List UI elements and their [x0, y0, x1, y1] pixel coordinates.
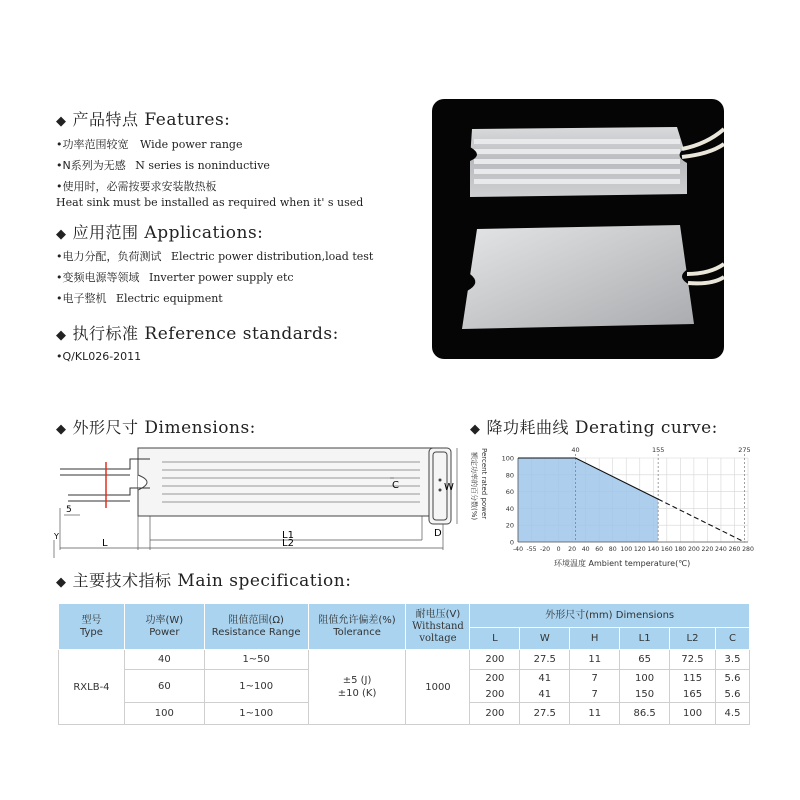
x-tick-label: 280 — [742, 546, 754, 553]
x-tick-label: 40 — [581, 546, 590, 553]
x-tick-label: -40 — [512, 546, 524, 553]
cell-dim: 11 — [570, 703, 620, 725]
feature-item-2 — [56, 157, 270, 173]
feature-item-1-zh: •功率范围较宽 — [56, 138, 129, 151]
cell-dim: 200 — [470, 670, 520, 687]
diamond-icon: ◆ — [56, 575, 67, 590]
spec-heading-en: Main specification: — [177, 571, 352, 591]
x-tick-label: -55 — [526, 546, 537, 553]
cell-dim: 5.6 — [715, 686, 749, 703]
cell-dim: 27.5 — [520, 650, 570, 670]
tolerance-k: ±10 (K) — [337, 688, 377, 699]
th-dim-l2: L2 — [670, 628, 716, 650]
top-mark-label: 40 — [571, 446, 580, 454]
th-resistance: 阻值范围(Ω) Resistance Range — [204, 604, 308, 650]
diamond-icon: ◆ — [56, 328, 67, 343]
diamond-icon: ◆ — [56, 227, 67, 242]
x-tick-label: 80 — [608, 546, 617, 553]
dim-c: C — [392, 480, 399, 491]
cell-dim: 65 — [620, 650, 670, 670]
series-line — [658, 499, 744, 542]
cell-dim: 7 — [570, 670, 620, 687]
feature-item-3-zh: •使用时，必需按要求安装散热板 — [56, 180, 217, 193]
applications-heading-zh: 应用范围 — [72, 223, 139, 242]
y-tick-label: 100 — [501, 454, 514, 463]
features-heading — [56, 107, 230, 130]
cell-tolerance — [308, 650, 406, 725]
x-tick-label: 100 — [620, 546, 633, 553]
flat-resistor — [462, 225, 724, 329]
cell-dim: 200 — [470, 686, 520, 703]
cell-dim: 100 — [620, 670, 670, 687]
cell-dim: 115 — [670, 670, 716, 687]
cell-power: 40 — [124, 650, 204, 670]
dimensions-heading — [56, 415, 256, 438]
th-dim-c: C — [715, 628, 749, 650]
x-tick-label: 60 — [595, 546, 604, 553]
table-row — [59, 650, 750, 670]
diamond-icon: ◆ — [56, 422, 67, 437]
cell-dim: 165 — [670, 686, 716, 703]
feature-item-2-zh: •N系列为无感 — [56, 159, 126, 172]
product-photo — [432, 99, 724, 359]
cell-power: 100 — [124, 703, 204, 725]
features-heading-zh: 产品特点 — [72, 110, 139, 129]
y-tick-label: 60 — [505, 488, 514, 497]
standards-heading — [56, 321, 339, 344]
cell-type: RXLB-4 — [59, 650, 125, 725]
y-tick-label: 20 — [505, 521, 514, 530]
cell-res: 1~100 — [204, 703, 308, 725]
y-tick-label: 0 — [509, 538, 514, 547]
th-dim-l: L — [470, 628, 520, 650]
x-tick-label: 200 — [687, 546, 700, 553]
dim-w: W — [444, 482, 454, 493]
th-tolerance: 阻值允许偏差(%) Tolerance — [308, 604, 406, 650]
cell-dim: 200 — [470, 703, 520, 725]
feature-note: Heat sink must be installed as required when it' s used — [56, 196, 364, 209]
spec-heading — [56, 568, 351, 591]
th-dim-l1: L1 — [620, 628, 670, 650]
derating-chart — [470, 440, 770, 570]
spec-table — [58, 603, 750, 725]
cell-power: 60 — [124, 670, 204, 703]
lead-wires — [60, 459, 150, 501]
th-type: 型号 Type — [59, 604, 125, 650]
applications-heading-en: Applications: — [144, 223, 264, 243]
top-mark-label: 275 — [738, 446, 751, 454]
derating-heading — [470, 415, 718, 438]
shaded-area — [518, 458, 658, 542]
th-power: 功率(W) Power — [124, 604, 204, 650]
cell-dim: 3.5 — [715, 650, 749, 670]
th-dim-w: W — [520, 628, 570, 650]
features-heading-en: Features: — [144, 110, 231, 130]
feature-item-1-en: Wide power range — [140, 138, 243, 151]
cell-res: 1~50 — [204, 650, 308, 670]
application-item-3-en: Electric equipment — [116, 292, 223, 305]
cell-voltage: 1000 — [406, 650, 470, 725]
standards-heading-en: Reference standards: — [144, 324, 339, 344]
ylabel-zh: 额定功率的百分数(%) — [470, 452, 478, 521]
diamond-icon: ◆ — [470, 422, 481, 437]
th-dimensions: 外形尺寸(mm) Dimensions — [470, 604, 750, 628]
x-tick-label: 140 — [647, 546, 660, 553]
cell-dim: 72.5 — [670, 650, 716, 670]
dimensions-heading-en: Dimensions: — [144, 418, 256, 438]
th-voltage: 耐电压(V) Withstand voltage — [406, 604, 470, 650]
cell-dim: 4.5 — [715, 703, 749, 725]
x-tick-label: 20 — [568, 546, 577, 553]
application-item-3-zh: •电子整机 — [56, 292, 107, 305]
application-item-1 — [56, 248, 373, 264]
x-tick-label: -20 — [540, 546, 551, 553]
xlabel: 环境温度 Ambient temperature(℃) — [554, 559, 691, 568]
x-tick-label: 160 — [660, 546, 673, 553]
cell-dim: 86.5 — [620, 703, 670, 725]
dimension-drawing — [50, 440, 470, 570]
cell-dim: 41 — [520, 686, 570, 703]
diamond-icon: ◆ — [56, 114, 67, 129]
x-tick-label: 240 — [715, 546, 727, 553]
cell-dim: 5.6 — [715, 670, 749, 687]
dim-l1: L1 — [282, 530, 294, 541]
y-tick-label: 80 — [505, 471, 514, 480]
tolerance-j: ±5 (J) — [342, 675, 372, 686]
x-tick-label: 0 — [556, 546, 561, 553]
x-tick-label: 260 — [728, 546, 741, 553]
spec-heading-zh: 主要技术指标 — [72, 571, 172, 590]
derating-heading-en: Derating curve: — [574, 418, 718, 438]
dim-l: L — [102, 538, 108, 549]
dim-y: Y — [54, 532, 59, 541]
feature-item-1 — [56, 136, 242, 152]
application-item-1-zh: •电力分配，负荷测试 — [56, 250, 162, 263]
feature-item-3 — [56, 178, 217, 194]
application-item-2-zh: •变频电源等领域 — [56, 271, 140, 284]
resistor-photo-illustration — [432, 99, 724, 359]
x-tick-label: 220 — [701, 546, 714, 553]
cell-dim: 100 — [670, 703, 716, 725]
dim-5: 5 — [66, 505, 72, 515]
dimensions-heading-zh: 外形尺寸 — [72, 418, 139, 437]
cell-dim: 200 — [470, 650, 520, 670]
standards-heading-zh: 执行标准 — [72, 324, 139, 343]
cell-dim: 11 — [570, 650, 620, 670]
th-dim-h: H — [570, 628, 620, 650]
x-tick-label: 180 — [674, 546, 687, 553]
cell-res: 1~100 — [204, 670, 308, 703]
application-item-2-en: Inverter power supply etc — [149, 271, 294, 284]
application-item-1-en: Electric power distribution,load test — [171, 250, 374, 263]
top-mark-label: 155 — [651, 446, 665, 454]
application-item-2 — [56, 269, 294, 285]
derating-heading-zh: 降功耗曲线 — [486, 418, 570, 437]
cell-dim: 41 — [520, 670, 570, 687]
y-tick-label: 40 — [505, 504, 514, 513]
finned-resistor — [470, 127, 724, 197]
x-tick-label: 120 — [633, 546, 646, 553]
applications-heading — [56, 220, 263, 243]
application-item-3 — [56, 290, 223, 306]
cell-dim: 150 — [620, 686, 670, 703]
cell-dim: 27.5 — [520, 703, 570, 725]
ylabel-en: Percent rated power — [480, 448, 488, 520]
dim-d: D — [434, 528, 442, 539]
feature-item-2-en: N series is noninductive — [135, 159, 270, 172]
cell-dim: 7 — [570, 686, 620, 703]
standards-value: •Q/KL026-2011 — [56, 350, 142, 363]
dim-l2: L2 — [282, 538, 294, 549]
